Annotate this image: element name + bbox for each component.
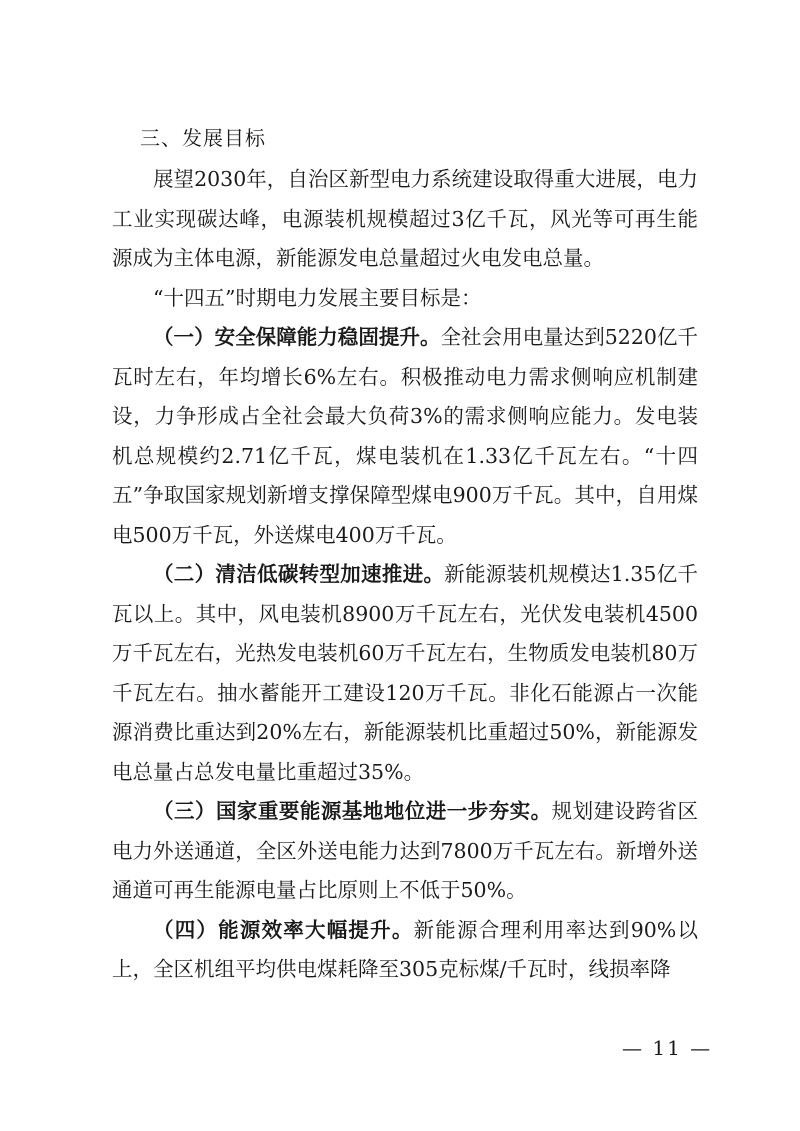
paragraph-text: 规划建设跨省区电力外送通道，全区外送电能力达到7800万千瓦左右。新增外送通道可再生能源电量占比原则上不低于50%。 — [112, 799, 699, 902]
paragraph-lead: （一）安全保障能力稳固提升。 — [153, 325, 441, 349]
paragraph-text: 展望2030年，自治区新型电力系统建设取得重大进展，电力工业实现碳达峰，电源装机规模超过3亿千瓦，风光等可再生能源成为主体电源，新能源发电总量超过火电发电总量。 — [112, 167, 698, 270]
paragraph-target-energy-base — [112, 792, 698, 911]
paragraph-lead: （二）清洁低碳转型加速推进。 — [153, 562, 445, 586]
paragraph-target-clean-energy — [112, 555, 698, 792]
paragraph-lead: （三）国家重要能源基地地位进一步夯实。 — [153, 799, 552, 823]
body-text — [112, 160, 698, 990]
paragraph-text: 新能源装机规模达1.35亿千瓦以上。其中，风电装机8900万千瓦左右，光伏发电装机4500万千瓦左右，光热发电装机60万千瓦左右，生物质发电装机80万千瓦左右。抽水蓄能开工建设120万千瓦。非化石能源占一次能源消费比重达到20%左右，新能源装机比重超过50%，新能源发电总量占总发电量比重超过35%。 — [112, 562, 699, 784]
page-number: — 11 — — [622, 1036, 713, 1060]
paragraph-main-targets-intro — [112, 279, 698, 319]
paragraph-target-security — [112, 318, 698, 555]
section-heading: 三、发展目标 — [140, 126, 266, 150]
paragraph-text: 新能源合理利用率达到90%以上，全区机组平均供电煤耗降至305克标煤/千瓦时，线损率降 — [112, 917, 698, 981]
paragraph-text: 全社会用电量达到5220亿千瓦时左右，年均增长6%左右。积极推动电力需求侧响应机制建设，力争形成占全社会最大负荷3%的需求侧响应能力。发电装机总规模约2.71亿千瓦，煤电装机在1.33亿千瓦左右。“十四五”争取国家规划新增支撑保障型煤电900万千瓦。其中，自用煤电500万千瓦，外送煤电400万千瓦。 — [112, 325, 698, 547]
paragraph-outlook-2030 — [112, 160, 698, 279]
paragraph-target-efficiency — [112, 911, 698, 990]
paragraph-text: “十四五”时期电力发展主要目标是： — [153, 285, 482, 310]
paragraph-lead: （四）能源效率大幅提升。 — [153, 917, 414, 942]
